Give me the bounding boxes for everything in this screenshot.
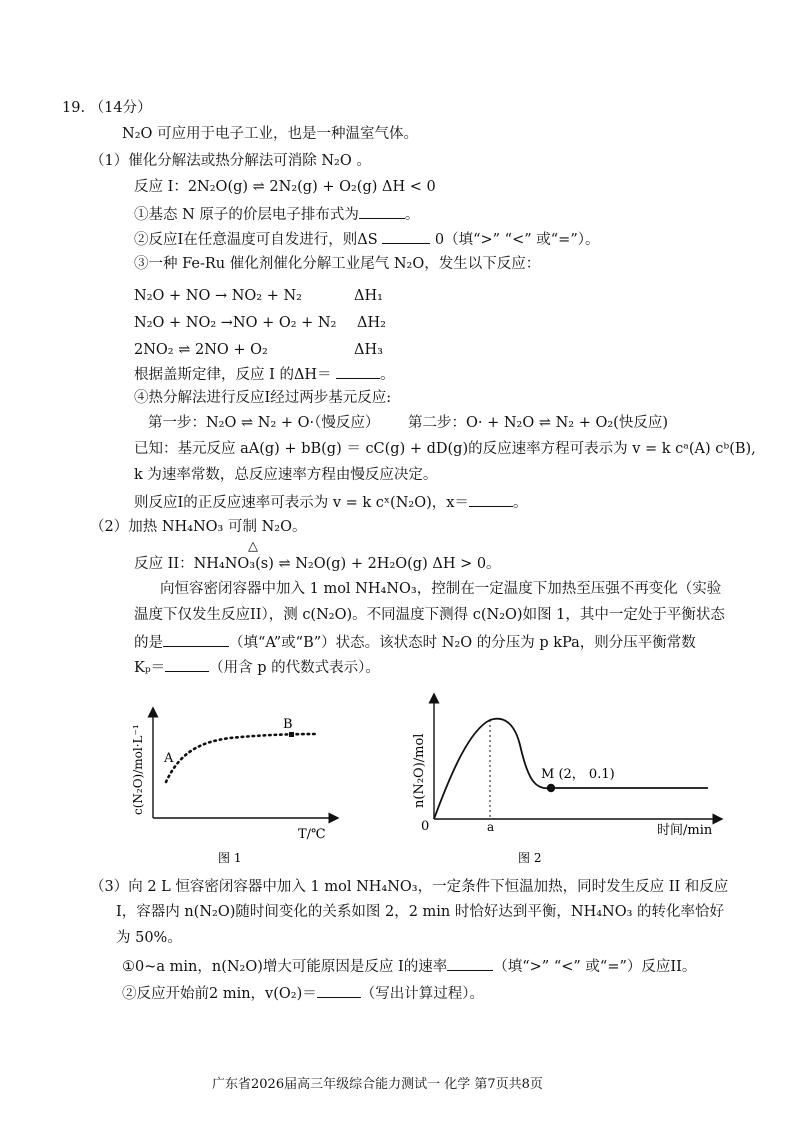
part1-q2-text: ②反应I在任意温度可自发进行，则ΔS (134, 232, 378, 248)
part2-para-1: 向恒容密闭容器中加入 1 mol NH₄NO₃，控制在一定温度下加热至压强不再变化（实验 (160, 581, 722, 597)
part3-q1-text: ①0~a min，n(N₂O)增大可能原因是反应 I的速率 (122, 959, 448, 975)
figure-1-curve (166, 734, 318, 782)
page-footer: 广东省2026届高三年级综合能力测试一 化学 第7页共8页 (212, 1077, 543, 1092)
figure-1-point-b-marker (289, 732, 294, 737)
part3-q1-end: （填“>” “<” 或“=”）反应II。 (493, 959, 697, 975)
question-intro: N₂O 可应用于电子工业，也是一种温室气体。 (122, 126, 418, 142)
step-2-enthalpy: ΔH₂ (357, 315, 386, 331)
part2-para-3-end: （填“A”或“B”）状态。该状态时 N₂O 的分压为 p kPa，则分压平衡常数 (229, 635, 696, 651)
part2-para-4-end: （用含 p 的代数式表示）。 (209, 660, 380, 676)
part3-line-1: （3）向 2 L 恒容密闭容器中加入 1 mol NH₄NO₃，一定条件下恒温加热，同时发生反应 II 和反应 (90, 879, 729, 895)
step-3-enthalpy: ΔH₃ (354, 342, 383, 358)
part2-para-2: 温度下仅发生反应II），测 c(N₂O)。不同温度下测得 c(N₂O)如图 1，其中一定处于平衡状态 (134, 607, 725, 623)
part1-q4-ask-text: 则反应I的正反应速率可表示为 v = k cˣ(N₂O)，x＝ (134, 495, 469, 511)
heat-symbol: △ (248, 539, 258, 554)
part3-q2-end: （写出计算过程）。 (360, 986, 485, 1002)
part1-q1-end: 。 (404, 207, 420, 223)
figure-2-point-m-label: M (2， 0.1) (541, 767, 615, 782)
part1-title: （1）催化分解法或热分解法可消除 N₂O 。 (90, 153, 371, 169)
q4-known-1: 已知：基元反应 aA(g) + bB(g) ＝ cC(g) + dD(g)的反应速率方程可表示为 v = k cᵃ(A) cᵇ(B), (134, 441, 756, 457)
part1-q3-end: 。 (380, 367, 395, 383)
step-2-equation: N₂O + NO₂ →NO + O₂ + N₂ (134, 315, 337, 331)
q4-step-1: 第一步：N₂O ⇌ N₂ + O·（慢反应） (148, 415, 380, 431)
part3-line-3: 为 50%。 (116, 930, 182, 946)
answer-blank-rate-compare[interactable] (447, 956, 493, 971)
figure-2-x-label: 时间/min (657, 823, 713, 838)
part2-title: （2）加热 NH₄NO₃ 可制 N₂O。 (90, 519, 307, 535)
step-1-enthalpy: ΔH₁ (354, 288, 383, 304)
step-3-equation: 2NO₂ ⇌ 2NO + O₂ (134, 342, 268, 358)
step-1-equation: N₂O + NO → NO₂ + N₂ (134, 288, 302, 304)
figure-1-caption: 图 1 (218, 851, 242, 865)
part3-line-2: I，容器内 n(N₂O)随时间变化的关系如图 2，2 min 时恰好达到平衡，NH₄NO₃ 的转化率恰好 (116, 904, 725, 920)
figure-1-point-a-label: A (164, 751, 174, 766)
question-number: 19. (62, 100, 86, 116)
figure-2-caption: 图 2 (518, 851, 542, 865)
figure-2-y-label: n(N₂O)/mol (412, 733, 427, 808)
part1-q2-text-end: 0（填“>” “<” 或“=”）。 (434, 232, 600, 248)
part1-q3-intro: ③一种 Fe-Ru 催化剂催化分解工业尾气 N₂O，发生以下反应： (134, 256, 541, 272)
reaction-2: 反应 II：NH₄NO₃(s) ⇌ N₂O(g) + 2H₂O(g) ΔH > 0。 (134, 556, 501, 572)
part1-q4-intro: ④热分解法进行反应I经过两步基元反应: (134, 390, 392, 406)
reaction-1: 反应 I：2N₂O(g) ⇌ 2N₂(g) + O₂(g) ΔH < 0 (134, 179, 436, 195)
part2-para-3-start: 的是 (134, 635, 163, 651)
part1-q1-text: ①基态 N 原子的价层电子排布式为 (134, 207, 359, 223)
part1-q4-end: 。 (512, 495, 528, 511)
figure-2-tick-a-label: a (487, 820, 495, 834)
figure-1-point-b-label: B (283, 717, 293, 732)
figure-1-x-label: T/℃ (298, 827, 326, 842)
part3-q1 (122, 956, 696, 976)
figure-2-point-m-marker (547, 784, 555, 792)
part3-q2-text: ②反应开始前2 min，v(O₂)＝ (122, 986, 317, 1002)
figure-2-origin-label: 0 (421, 819, 430, 834)
question-score: （14分） (89, 100, 152, 116)
figure-1-y-label: c(N₂O)/mol·L⁻¹ (131, 724, 145, 815)
q4-step-2: 第二步：O· + N₂O ⇌ N₂ + O₂(快反应) (408, 415, 669, 431)
part2-para-4-start: Kₚ＝ (134, 660, 166, 676)
part3-q2 (122, 983, 484, 1003)
answer-blank-rate-o2[interactable] (317, 983, 361, 998)
part1-q3-ask-text: 根据盖斯定律，反应 I 的ΔH＝ (134, 367, 332, 383)
q4-known-2: k 为速率常数，总反应速率方程由慢反应决定。 (134, 467, 438, 483)
